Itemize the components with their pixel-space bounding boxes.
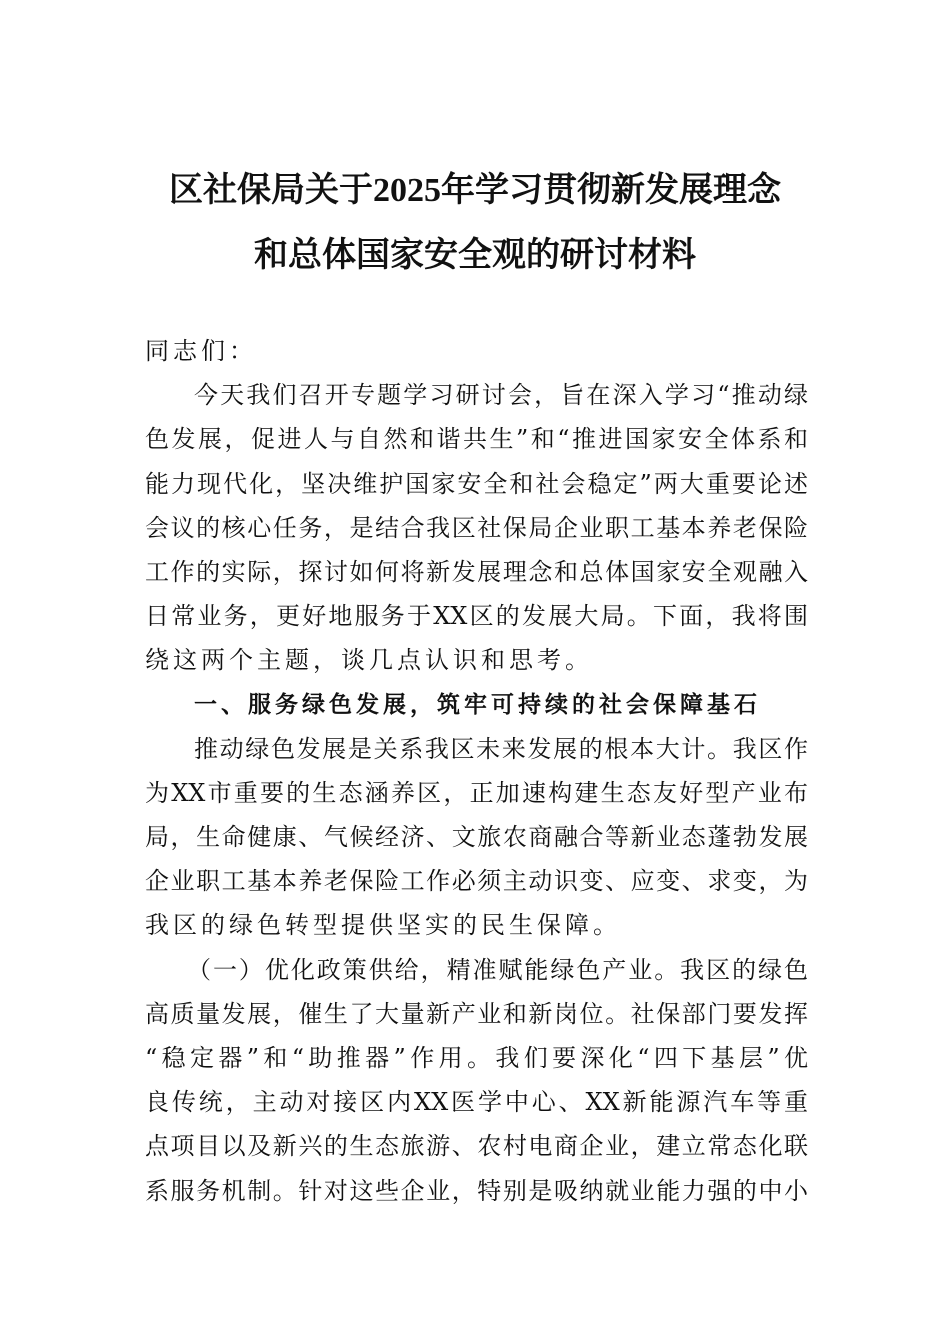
section-heading: 一、服务绿色发展，筑牢可持续的社会保障基石	[194, 691, 761, 718]
subsection-line: 良传统，主动对接区内XX医学中心、XX新能源汽车等重	[145, 1088, 808, 1117]
salutation: 同志们：	[145, 337, 257, 365]
intro-line: 绕这两个主题，谈几点认识和思考。	[145, 646, 593, 675]
section-line: 为XX市重要的生态涵养区，正加速构建生态友好型产业布	[145, 778, 808, 807]
section-line: 局，生命健康、气候经济、文旅农商融合等新业态蓬勃发展	[145, 823, 808, 852]
subsection-line: 点项目以及新兴的生态旅游、农村电商企业，建立常态化联	[145, 1132, 808, 1161]
section-line: 我区的绿色转型提供坚实的民生保障。	[145, 911, 621, 940]
subsection-line: 高质量发展，催生了大量新产业和新岗位。社保部门要发挥	[145, 999, 808, 1028]
document-title-line-2: 和总体国家安全观的研讨材料	[254, 237, 696, 274]
section-line: 企业职工基本养老保险工作必须主动识变、应变、求变，为	[145, 867, 808, 896]
document-title-line-1: 区社保局关于2025年学习贯彻新发展理念	[169, 172, 781, 209]
intro-line: 工作的实际，探讨如何将新发展理念和总体国家安全观融入	[145, 557, 808, 586]
intro-line: 日常业务，更好地服务于XX区的发展大局。下面，我将围	[145, 602, 808, 631]
subsection-line: 系服务机制。针对这些企业，特别是吸纳就业能力强的中小	[145, 1176, 808, 1205]
subsection-line: （一）优化政策供给，精准赋能绿色产业。我区的绿色	[187, 955, 808, 984]
intro-line: 今天我们召开专题学习研讨会，旨在深入学习“推动绿	[194, 381, 808, 410]
subsection-line: “稳定器”和“助推器”作用。我们要深化“四下基层”优	[145, 1044, 808, 1072]
intro-line: 能力现代化，坚决维护国家安全和社会稳定”两大重要论述	[145, 469, 808, 498]
document-body	[145, 329, 808, 1213]
intro-line: 色发展，促进人与自然和谐共生”和“推进国家安全体系和	[145, 425, 808, 454]
section-line: 推动绿色发展是关系我区未来发展的根本大计。我区作	[194, 734, 808, 763]
intro-line: 会议的核心任务，是结合我区社保局企业职工基本养老保险	[145, 513, 808, 542]
